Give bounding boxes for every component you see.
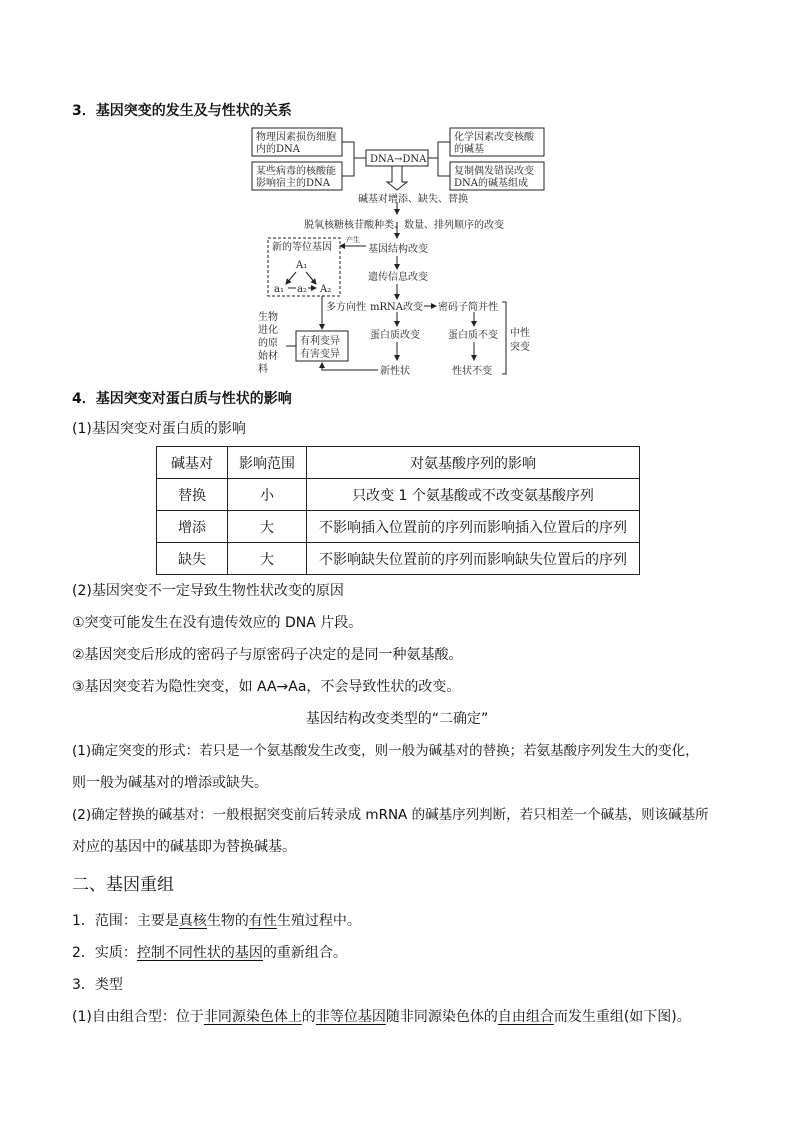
gene-structure-node: 基因结构改变 <box>368 244 428 255</box>
tip-p1-line2: 则一般为碱基对的增添或缺失。 <box>72 775 268 791</box>
header-cell: 碱基对 <box>157 447 228 479</box>
protein-change-node: 蛋白质改变 <box>370 330 420 341</box>
virus-line-2: 影响宿主的DNA <box>256 178 330 189</box>
mrna-node: mRNA改变 <box>370 302 423 313</box>
table-cell: 不影响缺失位置前的序列而影响缺失位置后的序列 <box>307 543 640 575</box>
item4-post: 而发生重组(如下图)。 <box>553 1009 691 1025</box>
item2-post: 的重新组合。 <box>262 945 347 961</box>
item1-pre: 1．范围：主要是 <box>72 913 179 929</box>
allele-a1-lower: a₁ <box>274 284 284 295</box>
table-row <box>157 511 640 543</box>
item2-pre: 2．实质： <box>72 945 137 961</box>
neutral-line-1: 中性 <box>510 328 530 339</box>
sub-heading-2: (2)基因突变不一定导致生物性状改变的原因 <box>72 583 344 599</box>
new-allele-label: 新的等位基因 <box>272 242 332 253</box>
item2-u1: 控制不同性状的基因 <box>136 945 263 961</box>
recomb-item-2 <box>72 944 347 962</box>
allele-a2-lower: a₂ <box>297 284 307 295</box>
allele-a1-upper: A₁ <box>296 260 308 271</box>
table-cell: 大 <box>228 543 307 575</box>
item4-u1: 非同源染色体上 <box>203 1009 302 1025</box>
protein-same-node: 蛋白质不变 <box>448 330 498 341</box>
item4-mid2: 随非同源染色体的 <box>385 1009 498 1025</box>
table-row <box>157 543 640 575</box>
codon-node: 密码子简并性 <box>438 302 498 313</box>
reason-2: ②基因突变后形成的密码子与原密码子决定的是同一种氨基酸。 <box>72 647 463 663</box>
item4-mid: 的 <box>301 1009 316 1025</box>
phys-line-1: 物理因素损伤细胞 <box>256 132 336 143</box>
recomb-item-1 <box>72 912 361 930</box>
gene-mutation-diagram <box>248 124 548 380</box>
trait-same-node: 性状不变 <box>452 366 492 377</box>
tip-p2-line2: 对应的基因中的碱基即为替换碱基。 <box>72 839 296 855</box>
chem-line-2: 的碱基 <box>454 144 484 155</box>
evo-line-1: 生物 <box>258 312 278 323</box>
table-cell: 不影响插入位置前的序列而影响插入位置后的序列 <box>307 511 640 543</box>
repl-line-2: DNA的碱基组成 <box>454 178 528 189</box>
produce-label: 产生 <box>346 236 360 244</box>
item1-post: 生殖过程中。 <box>276 913 361 929</box>
harm-line: 有害变异 <box>300 349 340 360</box>
virus-line-1: 某些病毒的核酸能 <box>256 166 336 177</box>
tip-title: 基因结构改变类型的“二确定” <box>305 711 489 727</box>
table-cell: 只改变 1 个氨基酸或不改变氨基酸序列 <box>307 479 640 511</box>
allele-a2-upper: A₂ <box>320 284 332 295</box>
sub-heading-1: (1)基因突变对蛋白质的影响 <box>72 421 246 437</box>
neutral-line-2: 突变 <box>510 342 530 353</box>
item4-pre: (1)自由组合型：位于 <box>72 1009 204 1025</box>
benefit-line: 有利变异 <box>300 336 340 347</box>
section-4-title: 4．基因突变对蛋白质与性状的影响 <box>72 391 292 407</box>
table-cell: 增添 <box>157 511 228 543</box>
section-3-title: 3．基因突变的发生及与性状的关系 <box>72 103 292 119</box>
table-header-row <box>157 447 640 479</box>
reason-1: ①突变可能发生在没有遗传效应的 DNA 片段。 <box>72 615 363 631</box>
new-trait-node: 新性状 <box>380 366 410 377</box>
deoxy-change-label: 脱氧核糖核苷酸种类、数量、排列顺序的改变 <box>304 220 504 231</box>
evo-line-5: 料 <box>258 364 268 375</box>
recombination-heading: 二、基因重组 <box>72 875 174 895</box>
reason-3: ③基因突变若为隐性突变，如 AA→Aa，不会导致性状的改变。 <box>72 679 461 695</box>
table-cell: 替换 <box>157 479 228 511</box>
repl-line-1: 复制偶发错误改变 <box>454 166 534 177</box>
header-cell: 影响范围 <box>228 447 307 479</box>
genetic-info-node: 遗传信息改变 <box>368 272 428 283</box>
item1-mid: 生物的 <box>206 913 249 929</box>
table-cell: 大 <box>228 511 307 543</box>
item4-u3: 自由组合 <box>497 1009 554 1025</box>
tip-p1-line1: (1)确定突变的形式：若只是一个氨基酸发生改变，则一般为碱基对的替换；若氨基酸序列发生大的变化， <box>72 743 699 759</box>
recomb-item-3: 3．类型 <box>72 977 123 993</box>
mutation-effect-table <box>156 446 640 575</box>
evo-line-3: 的原 <box>258 338 278 349</box>
phys-line-2: 内的DNA <box>256 144 300 155</box>
item1-u2: 有性 <box>248 913 277 929</box>
item1-u1: 真核 <box>178 913 207 929</box>
evo-line-2: 进化 <box>258 325 278 336</box>
tip-p2-line1: (2)确定替换的碱基对：一般根据突变前后转录成 mRNA 的碱基序列判断，若只相差一个碱基，则该碱基所 <box>72 807 709 823</box>
item4-u2: 非等位基因 <box>315 1009 386 1025</box>
recomb-item-4 <box>72 1008 691 1026</box>
table-cell: 缺失 <box>157 543 228 575</box>
base-change-label: 碱基对增添、缺失、替换 <box>358 194 468 205</box>
dna-label: DNA→DNA <box>370 154 427 165</box>
header-cell: 对氨基酸序列的影响 <box>307 447 640 479</box>
table-cell: 小 <box>228 479 307 511</box>
evo-line-4: 始材 <box>258 351 278 362</box>
chem-line-1: 化学因素改变核酸 <box>454 132 534 143</box>
table-row <box>157 479 640 511</box>
directions-label: 多方向性 <box>326 302 366 313</box>
